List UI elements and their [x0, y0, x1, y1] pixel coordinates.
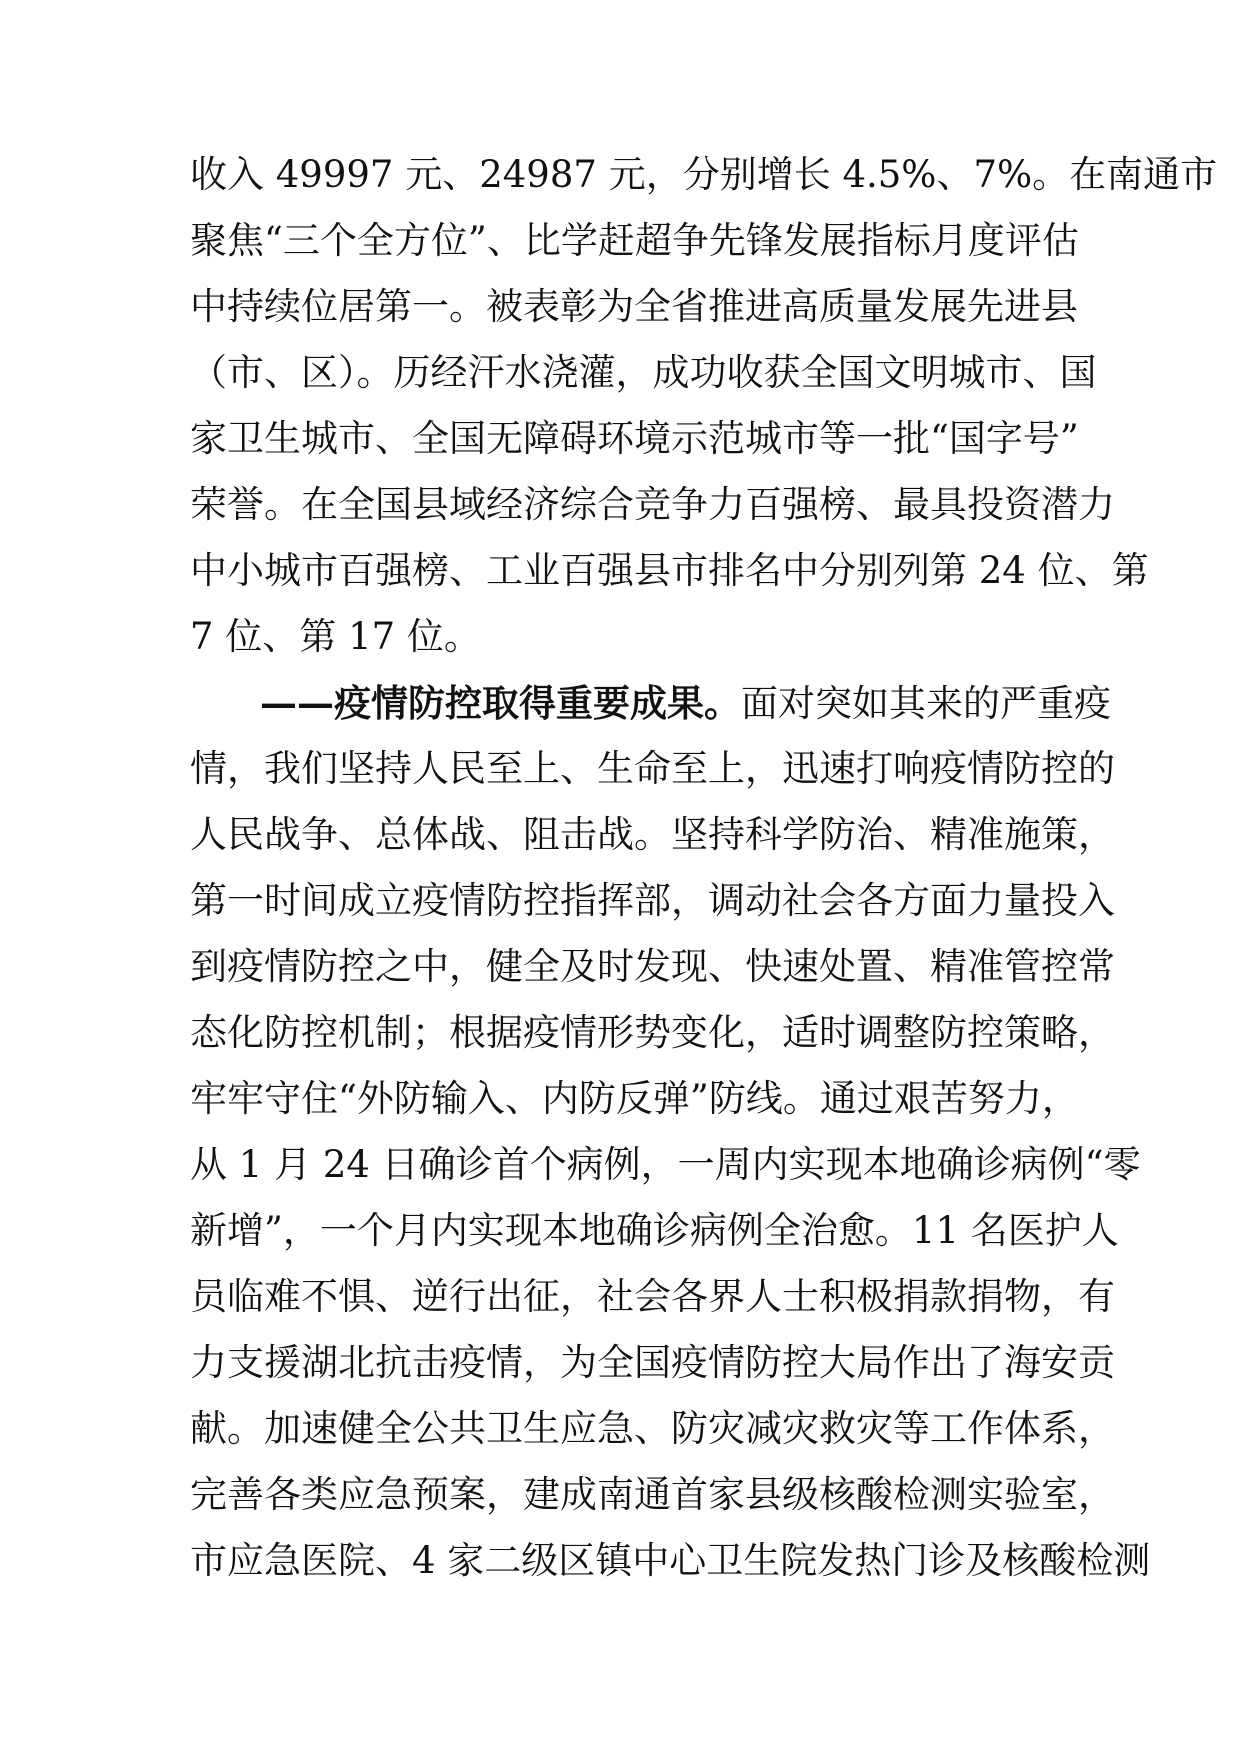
paragraph-line: 从 1 月 24 日确诊首个病例，一周内实现本地确诊病例“零	[190, 1143, 1141, 1186]
section-first-line	[260, 670, 1111, 736]
paragraph-line: 新增”，一个月内实现本地确诊病例全治愈。11 名医护人	[190, 1209, 1119, 1252]
paragraph-line: 7 位、第 17 位。	[190, 615, 481, 658]
section-heading: ——疫情防控取得重要成果。	[260, 681, 741, 725]
paragraph-line: 完善各类应急预案，建成南通首家县级核酸检测实验室，	[190, 1473, 1115, 1516]
paragraph-line: （市、区）。历经汗水浇灌，成功收获全国文明城市、国	[190, 351, 1097, 394]
paragraph-line: 献。加速健全公共卫生应急、防灾减灾救灾等工作体系，	[190, 1407, 1115, 1450]
paragraph-line: 市应急医院、4 家二级区镇中心卫生院发热门诊及核酸检测	[190, 1539, 1151, 1582]
paragraph-line: 态化防控机制；根据疫情形势变化，适时调整防控策略，	[190, 1011, 1115, 1054]
paragraph-line: 人民战争、总体战、阻击战。坚持科学防治、精准施策，	[190, 813, 1115, 856]
paragraph-line: 收入 49997 元、24987 元，分别增长 4.5%、7%。在南通市	[190, 153, 1218, 196]
paragraph-line: 到疫情防控之中，健全及时发现、快速处置、精准管控常	[190, 945, 1115, 988]
paragraph-line: 荣誉。在全国县域经济综合竞争力百强榜、最具投资潜力	[190, 483, 1115, 526]
paragraph-line: 中小城市百强榜、工业百强县市排名中分别列第 24 位、第	[190, 549, 1149, 592]
paragraph-line: 家卫生城市、全国无障碍环境示范城市等一批“国字号”	[190, 417, 1079, 460]
paragraph-line: 牢牢守住“外防输入、内防反弹”防线。通过艰苦努力，	[190, 1077, 1079, 1120]
paragraph-line: 员临难不惧、逆行出征，社会各界人士积极捐款捐物，有	[190, 1275, 1115, 1318]
paragraph-line: 力支援湖北抗击疫情，为全国疫情防控大局作出了海安贡	[190, 1341, 1115, 1384]
section-first-line-text: 面对突如其来的严重疫	[741, 682, 1111, 725]
paragraph-line: 第一时间成立疫情防控指挥部，调动社会各方面力量投入	[190, 879, 1115, 922]
paragraph-line: 中持续位居第一。被表彰为全省推进高质量发展先进县	[190, 285, 1078, 328]
paragraph-line: 情，我们坚持人民至上、生命至上，迅速打响疫情防控的	[190, 747, 1115, 790]
paragraph-line: 聚焦“三个全方位”、比学赶超争先锋发展指标月度评估	[190, 219, 1079, 262]
